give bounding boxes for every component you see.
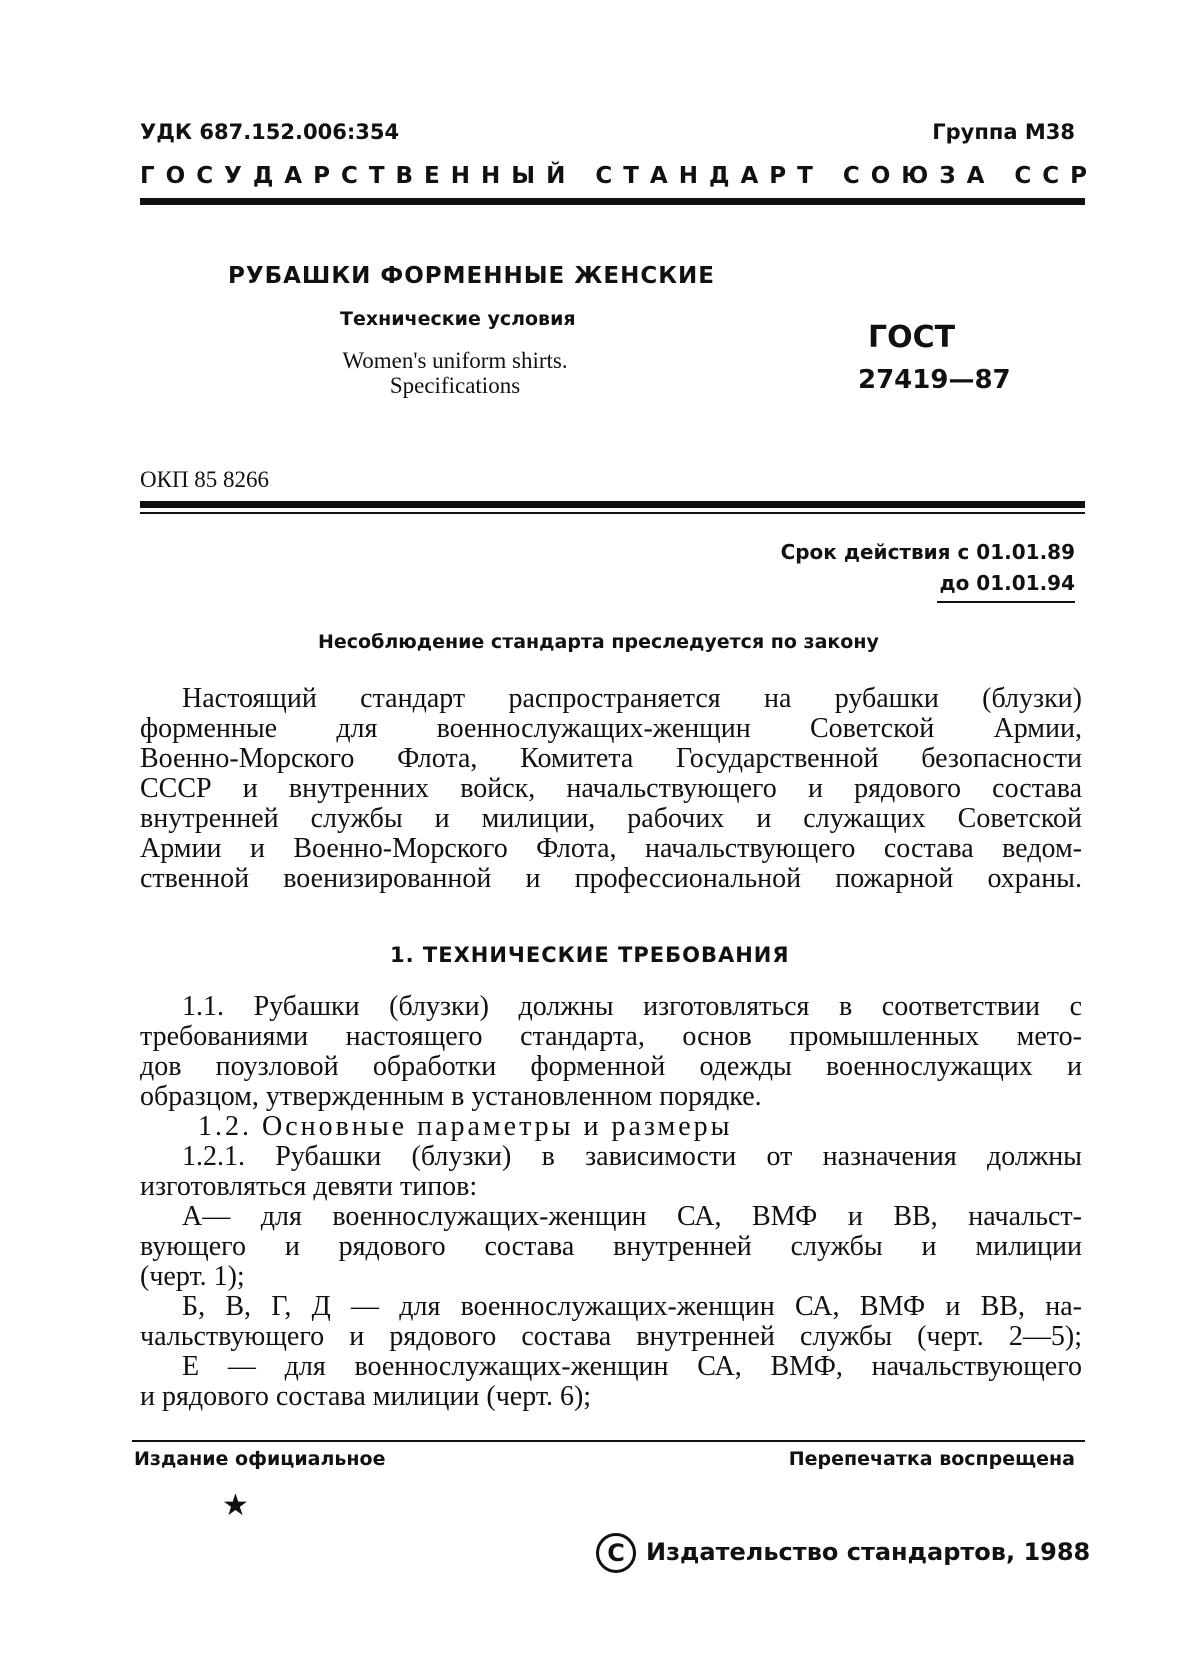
header-rule xyxy=(140,198,1085,205)
subsection-heading: 1.2. Основные параметры и размеры xyxy=(198,1111,733,1142)
section-line: 1.1. Рубашки (блузки) должны изготовляться в соответствии с xyxy=(182,991,1082,1022)
state-standard-heading: ГОСУДАРСТВЕННЫЙ СТАНДАРТ СОЮЗА ССР xyxy=(140,163,1099,189)
english-title-line2: Specifications xyxy=(389,373,521,398)
section-line: 1.2.1. Рубашки (блузки) в зависимости от назначения должны xyxy=(182,1141,1082,1172)
intro-line: Армии и Военно-Морского Флота, начальствующего состава ведом- xyxy=(140,833,1082,864)
section-line: дов поузловой обработки форменной одежды военнослужащих и xyxy=(140,1051,1082,1082)
section-line: требованиями настоящего стандарта, основ промышленных мето- xyxy=(140,1021,1082,1052)
section-line: изготовляться девяти типов: xyxy=(140,1171,478,1202)
copyright-line xyxy=(596,1533,1090,1573)
validity-from: Срок действия с 01.01.89 xyxy=(780,540,1075,564)
section-line: вующего и рядового состава внутренней службы и милиции xyxy=(140,1231,1082,1262)
intro-line: Настоящий стандарт распространяется на рубашки (блузки) xyxy=(182,683,1082,714)
type-b-line: Б, В, Г, Д — для военнослужащих-женщин СА, ВМФ и ВВ, на- xyxy=(182,1291,1082,1322)
okp-code: ОКП 85 8266 xyxy=(140,467,270,492)
intro-line: Военно-Морского Флота, Комитета Государственной безопасности xyxy=(140,743,1082,774)
type-e-line: Е — для военнослужащих-женщин СА, ВМФ, начальствующего xyxy=(182,1351,1082,1382)
copyright-icon: С xyxy=(596,1533,636,1573)
document-title: РУБАШКИ ФОРМЕННЫЕ ЖЕНСКИЕ xyxy=(228,263,716,289)
intro-line: внутренней службы и милиции, рабочих и служащих Советской xyxy=(140,803,1082,834)
validity-underline xyxy=(937,601,1075,603)
udk-code: УДК 687.152.006:354 xyxy=(140,120,400,144)
section-line: образцом, утвержденным в установленном порядке. xyxy=(140,1081,762,1112)
official-edition-label: Издание официальное xyxy=(134,1448,386,1470)
reprint-prohibited-label: Перепечатка воспрещена xyxy=(788,1448,1075,1470)
legal-warning: Несоблюдение стандарта преследуется по закону xyxy=(318,631,879,653)
gost-number: 27419—87 xyxy=(858,365,1011,395)
footer-rule xyxy=(132,1440,1085,1442)
section-heading: 1. ТЕХНИЧЕСКИЕ ТРЕБОВАНИЯ xyxy=(390,943,790,967)
section-line: чальствующего и рядового состава внутренней службы (черт. 2—5); xyxy=(140,1321,1082,1352)
publisher-name: Издательство стандартов, 1988 xyxy=(646,1538,1091,1566)
type-a-line: А— для военнослужащих-женщин СА, ВМФ и ВВ, начальст- xyxy=(182,1201,1082,1232)
document-subtitle: Технические условия xyxy=(340,308,576,330)
star-icon: ★ xyxy=(222,1488,249,1523)
intro-line: форменные для военнослужащих-женщин Советской Армии, xyxy=(140,713,1082,744)
intro-line: ственной военизированной и профессиональной пожарной охраны. xyxy=(140,863,1082,894)
okp-rule xyxy=(140,501,1085,508)
gost-label: ГОСТ xyxy=(868,320,956,355)
section-line: (черт. 1); xyxy=(140,1261,245,1292)
validity-to: до 01.01.94 xyxy=(939,571,1075,595)
section-line: и рядового состава милиции (черт. 6); xyxy=(140,1381,592,1412)
okp-rule-thin xyxy=(140,512,1085,514)
group-code: Группа М38 xyxy=(932,120,1075,144)
english-title-line1: Women's uniform shirts. xyxy=(342,348,568,373)
intro-line: СССР и внутренних войск, начальствующего и рядового состава xyxy=(140,773,1082,804)
